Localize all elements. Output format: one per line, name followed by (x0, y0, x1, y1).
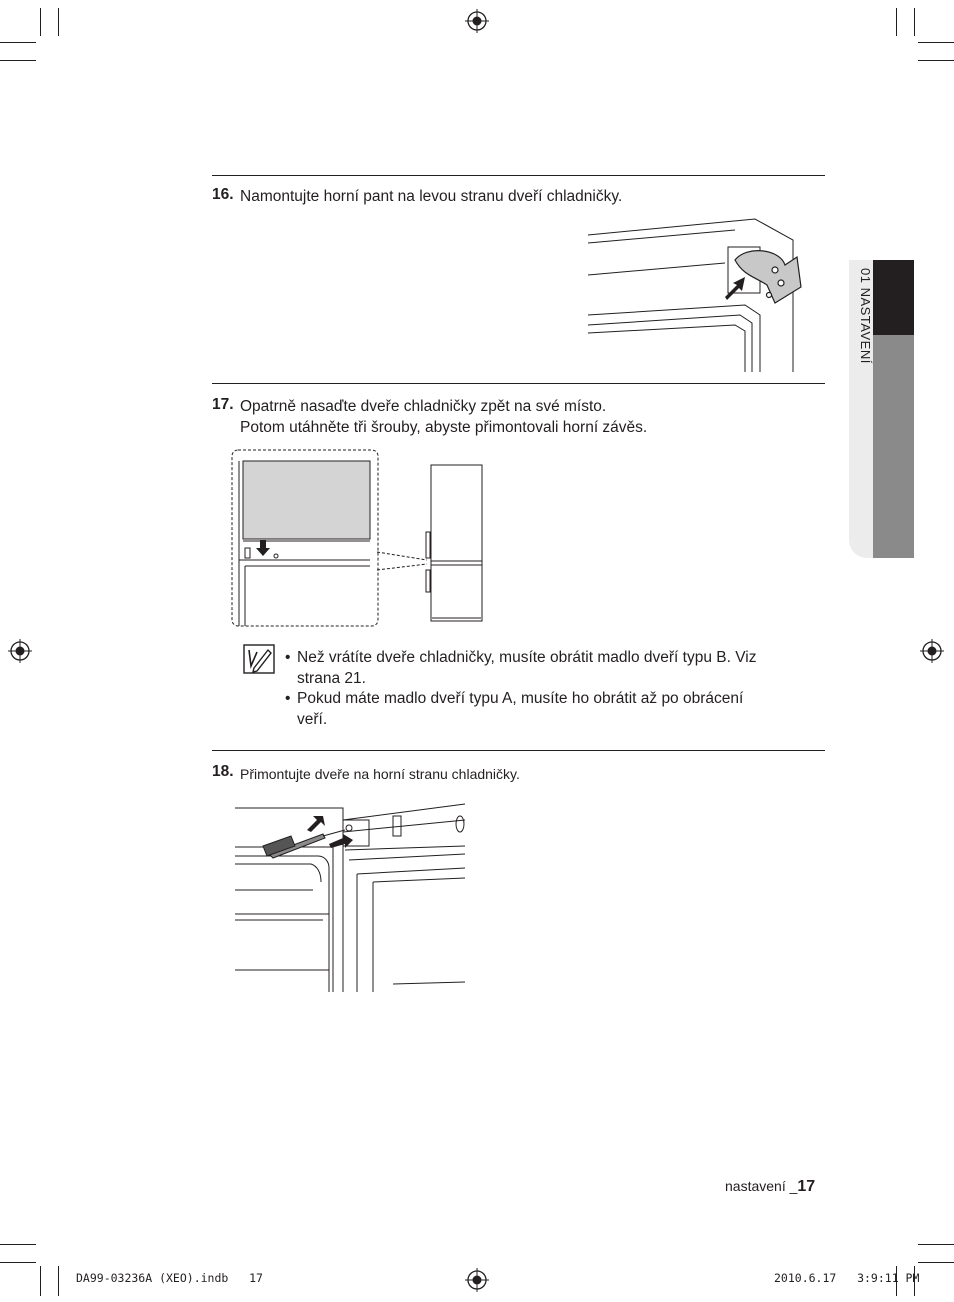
registration-mark-left-icon (8, 639, 32, 663)
step-text: Opatrně nasaďte dveře chladničky zpět na své místo. (240, 398, 607, 415)
print-slug-datetime: 2010.6.17 3:9:11 PM (774, 1271, 920, 1285)
step-text: Potom utáhněte tři šrouby, abyste přimontovali horní závěs. (240, 419, 648, 436)
step-number: 16. (212, 186, 234, 203)
note-text: strana 21. (297, 670, 366, 687)
note-text: Pokud máte madlo dveří typu A, musíte ho obrátit až po obrácení (297, 690, 744, 707)
note-item (285, 647, 825, 689)
registration-mark-top-icon (465, 9, 489, 33)
step-text: Namontujte horní pant na levou stranu dveří chladničky. (240, 188, 623, 205)
section-divider (212, 175, 825, 176)
section-tab-active (873, 260, 914, 335)
step-text: Přimontujte dveře na horní stranu chladničky. (240, 766, 520, 782)
page-footer (725, 1178, 815, 1196)
print-slug-file: DA99-03236A (XEO).indb 17 (76, 1271, 263, 1285)
section-tab-label: 01 NASTAVENÍ (858, 268, 873, 364)
footer-section: nastavení _ (725, 1178, 798, 1194)
section-divider (212, 750, 825, 751)
page-number: 17 (797, 1178, 816, 1195)
registration-mark-bottom-icon (465, 1268, 489, 1292)
step-number: 18. (212, 763, 234, 780)
note-bullet: • (285, 690, 291, 707)
section-divider (212, 383, 825, 384)
note-pencil-icon (243, 644, 275, 674)
step-number: 17. (212, 396, 234, 413)
registration-mark-right-icon (920, 639, 944, 663)
note-text: Než vrátíte dveře chladničky, musíte obrátit madlo dveří typu B. Viz (297, 649, 757, 666)
hinge-mount-illustration (585, 215, 810, 372)
section-tab-inactive (873, 335, 914, 558)
door-reattach-illustration (229, 448, 489, 628)
note-bullet: • (285, 649, 291, 666)
note-item (285, 688, 825, 730)
door-hinge-screwdriver-illustration (233, 802, 467, 992)
note-text: veří. (297, 711, 328, 728)
